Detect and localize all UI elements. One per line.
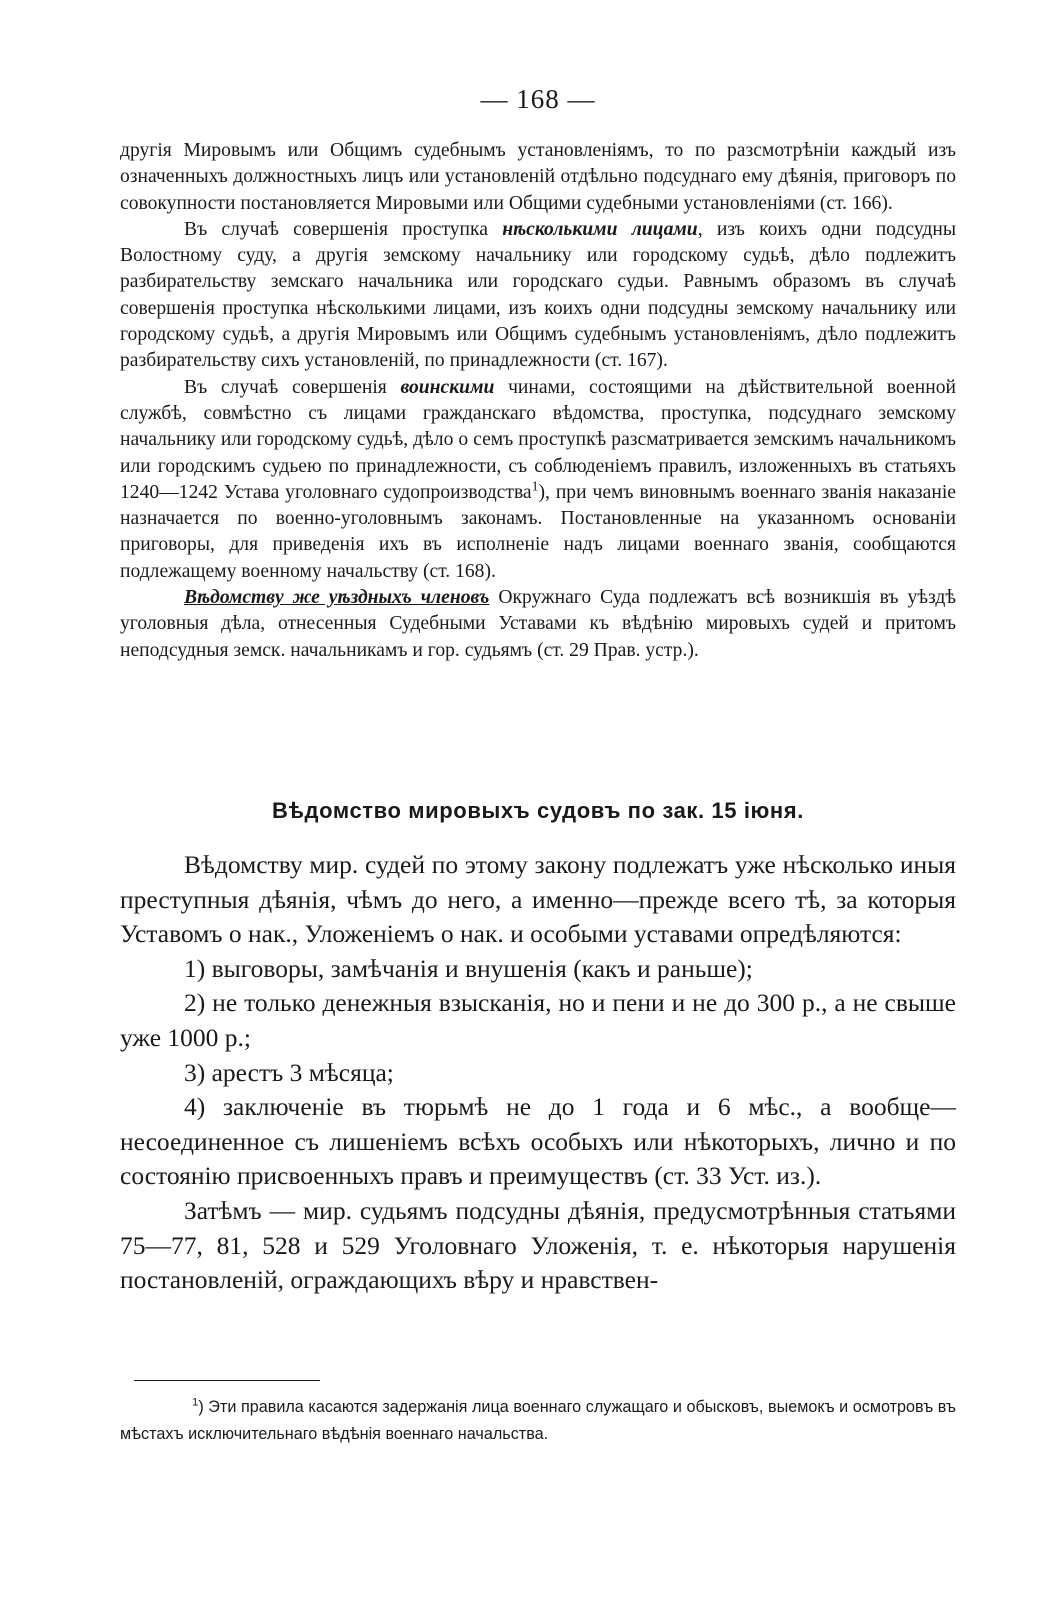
list-item-3: 3) арестъ 3 мѣсяца; [184, 1057, 394, 1087]
emphasis-text: Вѣдомству же уѣздныхъ членовъ [184, 587, 490, 609]
footnote-text-line [120, 1394, 956, 1448]
paragraph-text: Окружнаго Суда подлежатъ всѣ возникшія въ уѣздѣ уголовныя дѣла, отнесенныя Судебными Уставами къ вѣдѣнію мировыхъ судей и притомъ неподсудныя земск. начальникамъ и гор. судьямъ (ст. 29 Прав. устр.). [120, 587, 956, 661]
paragraph-text: другія Мировымъ или Общимъ судебнымъ установленіямъ, то по разсмотрѣніи каждый изъ означенныхъ должностныхъ лицъ или установленій отдѣльно подсуднаго ему дѣянія, приговоръ по совокупности постановляется Мировыми или Общими судебными установленіями (ст. 166). [120, 140, 956, 214]
footnote-marker: 1 [192, 1396, 199, 1409]
emphasis-text: воинскими [400, 376, 495, 398]
list-item-1: 1) выговоры, замѣчанія и внушенія (какъ и раньше); [184, 953, 753, 983]
paragraph-text: Въ случаѣ совершенія [184, 376, 387, 398]
paragraph-text: чинами, состоящими на дѣйствительной военной службѣ, совмѣстно съ лицами гражданскаго вѣдомства, проступка, подсуднаго земскому начальнику или городскому судьѣ, дѣло о семъ проступкѣ разсматривается земскимъ начальникомъ или городскимъ судьею по принадлежности, съ соблюденіемъ правилъ, изложенныхъ въ статьяхъ 1240—1242 Устава уголовнаго судопроизводства [120, 376, 956, 503]
page-number: — 168 — [480, 84, 596, 114]
footnote-reference: 1 [531, 478, 539, 494]
lower-text-block [120, 848, 956, 1298]
document-page [120, 0, 956, 1600]
paragraph-text: ), при чемъ виновнымъ военнаго званія наказаніе назначается по военно-уголовнымъ законамъ. Постановленные на указанномъ основаніи приговоры, для приведенія ихъ въ исполненіе надъ лицами военнаго званія, сообщаются подлежащему военному начальству (ст. 168). [120, 481, 956, 582]
paragraph-military-persons [120, 375, 956, 585]
paragraph-intro: Вѣдомству мир. судей по этому закону подлежатъ уже нѣсколько иныя преступныя дѣянія, чѣмъ до него, а именно—прежде всего тѣ, за которыя Уставомъ о нак., Уложеніемъ о нак. и особыми уставами опредѣляются: [120, 850, 956, 949]
footnote-divider [134, 1380, 320, 1381]
paragraph-continuation [120, 138, 956, 217]
upper-text-block [120, 138, 956, 664]
paragraph-text: Въ случаѣ совершенія проступка [184, 218, 488, 240]
footnote-text: ) Эти правила касаются задержанія лица военнаго служащаго и обысковъ, выемокъ и осмотровъ въ мѣстахъ исключительнаго вѣдѣнія военнаго начальства. [120, 1398, 956, 1443]
paragraph-text: , изъ коихъ одни подсудны Волостному суду, а другія земскому начальнику или городскому судьѣ, дѣло подлежитъ разбирательству земскаго начальника или городскаго судьи. Равнымъ образомъ въ случаѣ совершенія проступка нѣсколькими лицами, изъ коихъ одни подсудны земскому начальнику или городскому судьѣ, а другія Мировымъ или Общимъ судебнымъ установленіямъ, дѣло подлежитъ разбирательству сихъ установленій, по принадлежности (ст. 167). [120, 218, 956, 372]
footnote [120, 1394, 956, 1448]
list-item-4: 4) заключеніе въ тюрьмѣ не до 1 года и 6 мѣс., а вообще—несоединенное съ лишеніемъ всѣхъ особыхъ или нѣкоторыхъ, лично и по состоянію присвоенныхъ правъ и преимуществъ (ст. 33 Уст. из.). [120, 1092, 956, 1191]
list-item-2: 2) не только денежныя взысканія, но и пени и не до 300 р., а не свыше уже 1000 р.; [120, 988, 956, 1052]
paragraph-further: Затѣмъ — мир. судьямъ подсудны дѣянія, предусмотрѣнныя статьями 75—77, 81, 528 и 529 Уголовнаго Уложенія, т. е. нѣкоторыя нарушенія постановленій, ограждающихъ вѣру и нравствен- [120, 1195, 956, 1295]
section-heading: Вѣдомство мировыхъ судовъ по зак. 15 іюня. [272, 798, 804, 823]
paragraph-district-members [120, 585, 956, 664]
paragraph-several-persons [120, 217, 956, 375]
emphasis-text: нѣсколькими лицами [502, 218, 698, 240]
